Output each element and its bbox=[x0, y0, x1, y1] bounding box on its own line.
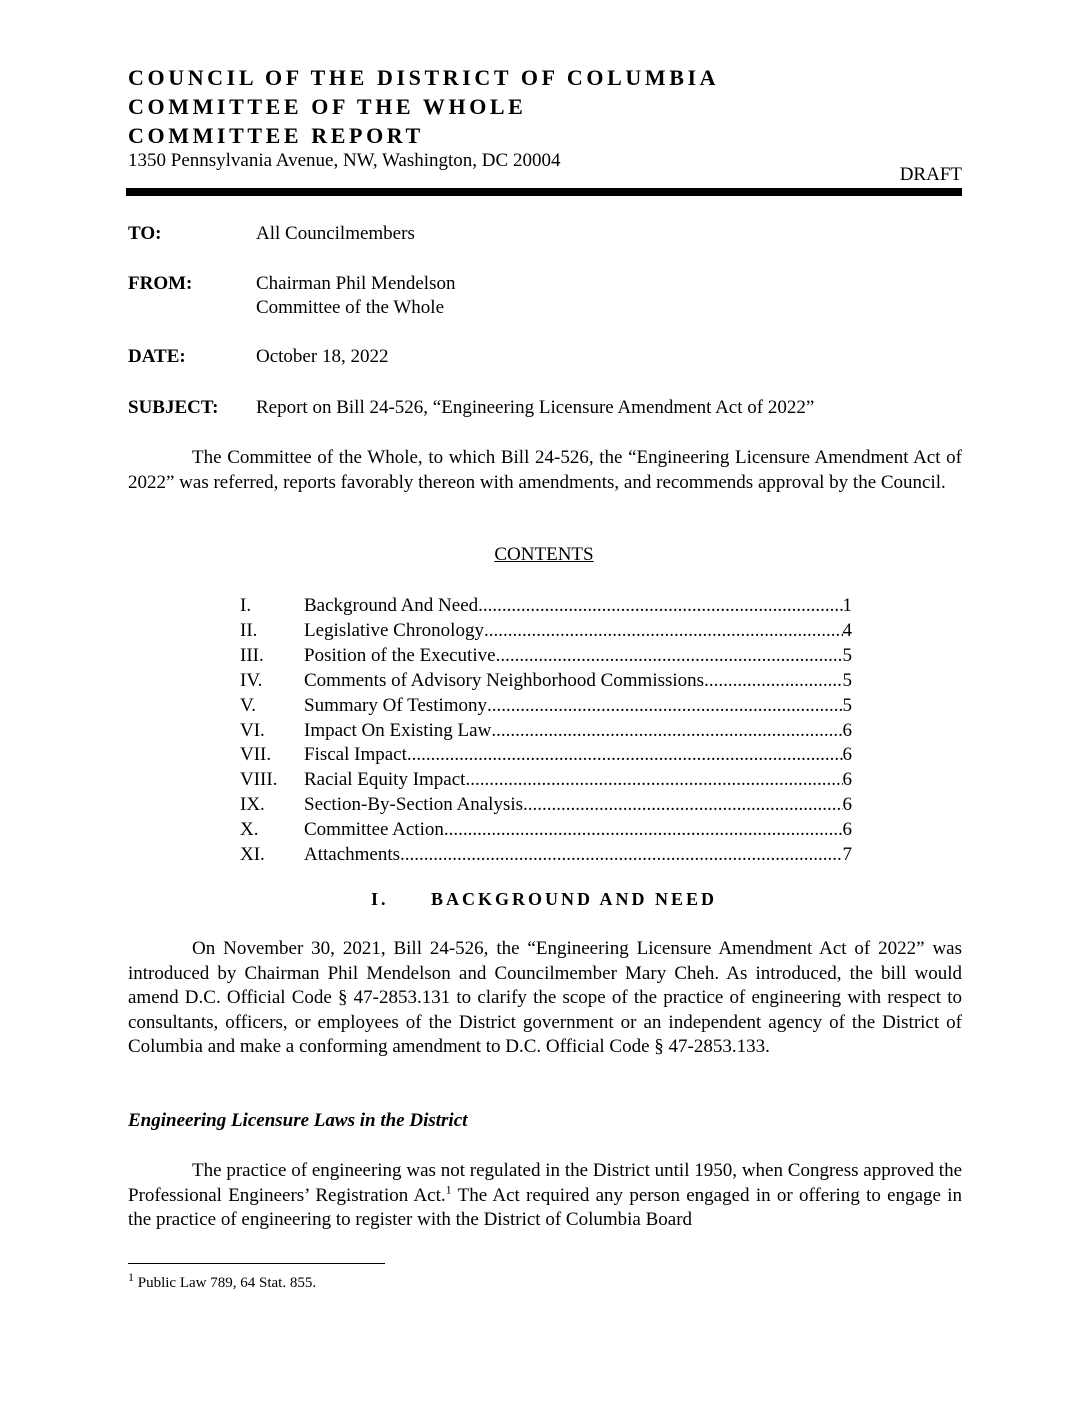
toc-entry-page: 1 bbox=[842, 595, 852, 616]
footnote-marker: 1 bbox=[128, 1270, 134, 1284]
toc-entry-title: Comments of Advisory Neighborhood Commissions bbox=[304, 669, 705, 691]
toc-entry[interactable] bbox=[240, 594, 852, 619]
toc-entry-page: 6 bbox=[842, 744, 852, 766]
toc-entry-number: VIII. bbox=[240, 769, 278, 791]
toc-entry-page: 6 bbox=[842, 769, 852, 791]
section-title: BACKGROUND AND NEED bbox=[430, 889, 718, 909]
toc-entry-number: XI. bbox=[240, 844, 265, 866]
toc-leader-dots bbox=[407, 743, 843, 768]
toc-leader-dots bbox=[444, 818, 843, 843]
toc-entry-title: Background And Need bbox=[304, 595, 479, 616]
council-address: 1350 Pennsylvania Avenue, NW, Washington, DC 20004 bbox=[128, 150, 561, 171]
date-label: DATE: bbox=[128, 346, 186, 367]
toc-entry-number: II. bbox=[240, 619, 258, 641]
from-value-name: Chairman Phil Mendelson bbox=[256, 273, 456, 294]
subsection-heading: Engineering Licensure Laws in the District bbox=[128, 1110, 468, 1131]
contents-title: CONTENTS bbox=[494, 544, 594, 565]
intro-paragraph: The Committee of the Whole, to which Bill 24-526, the “Engineering Licensure Amendment Act of 2022” was referred, reports favorably thereon with amendments, and recommends approval by the Council. bbox=[128, 447, 962, 493]
toc-entry[interactable] bbox=[240, 843, 852, 868]
footnote-reference[interactable]: 1 bbox=[445, 1182, 452, 1197]
section-number: I. bbox=[370, 889, 389, 909]
toc-entry[interactable] bbox=[240, 694, 852, 719]
toc-entry-number: VI. bbox=[240, 719, 265, 741]
toc-leader-dots bbox=[491, 719, 842, 744]
toc-entry[interactable] bbox=[240, 719, 852, 744]
report-heading: COMMITTEE REPORT bbox=[128, 123, 424, 148]
toc-leader-dots bbox=[478, 594, 842, 619]
toc-entry[interactable] bbox=[240, 768, 852, 793]
toc-entry[interactable] bbox=[240, 669, 852, 694]
history-paragraph bbox=[128, 1159, 962, 1233]
toc-entry-number: III. bbox=[240, 644, 264, 666]
toc-entry-page: 6 bbox=[842, 794, 852, 816]
toc-entry-number: IX. bbox=[240, 794, 265, 816]
from-value-committee: Committee of the Whole bbox=[256, 297, 445, 318]
toc-entry-title: Section-By-Section Analysis bbox=[304, 794, 524, 816]
toc-leader-dots bbox=[465, 768, 842, 793]
toc-entry-number: V. bbox=[240, 694, 257, 716]
toc-entry-title: Attachments bbox=[304, 844, 401, 866]
toc-entry-page: 5 bbox=[842, 669, 852, 691]
history-text-b: The Act required any person engaged in or offering to engage in the practice of engineering to register with the District of Columbia Board bbox=[128, 1184, 962, 1230]
to-label: TO: bbox=[128, 223, 162, 244]
toc-entry-page: 7 bbox=[842, 844, 852, 866]
toc-leader-dots bbox=[487, 694, 842, 719]
history-text-a: The practice of engineering was not regulated in the District until 1950, when Congress approved the Professional Engineers’ Registration Act. bbox=[128, 1160, 962, 1206]
toc-entry-title: Impact On Existing Law bbox=[304, 719, 492, 741]
toc-entry[interactable] bbox=[240, 818, 852, 843]
section-heading bbox=[0, 889, 1088, 910]
committee-heading: COMMITTEE OF THE WHOLE bbox=[128, 94, 527, 119]
background-paragraph: On November 30, 2021, Bill 24-526, the “Engineering Licensure Amendment Act of 2022” was introduced by Chairman Phil Mendelson and Councilmember Mary Cheh. As introduced, the bill would amend D.C. Official Code § 47-2853.131 to clarify the scope of the practice of engineering with respect to consultants, officers, or employees of the District government or an independent agency of the District of Columbia and make a conforming amendment to D.C. Official Code § 47-2853.133. bbox=[128, 938, 962, 1057]
footnote-rule bbox=[128, 1263, 385, 1264]
date-value: October 18, 2022 bbox=[256, 346, 389, 367]
toc-entry-number: I. bbox=[240, 595, 252, 616]
toc-entry-title: Position of the Executive bbox=[304, 644, 496, 666]
toc-entry-page: 6 bbox=[842, 819, 852, 841]
table-of-contents bbox=[240, 594, 852, 868]
toc-entry-page: 5 bbox=[842, 694, 852, 716]
toc-entry[interactable] bbox=[240, 743, 852, 768]
toc-entry-page: 6 bbox=[842, 719, 852, 741]
toc-leader-dots bbox=[484, 619, 843, 644]
toc-leader-dots bbox=[704, 669, 842, 694]
toc-entry-number: VII. bbox=[240, 744, 272, 766]
toc-entry-title: Legislative Chronology bbox=[304, 619, 484, 641]
toc-entry-page: 4 bbox=[842, 619, 852, 641]
toc-entry[interactable] bbox=[240, 644, 852, 669]
draft-label: DRAFT bbox=[899, 164, 962, 185]
toc-entry[interactable] bbox=[240, 793, 852, 818]
subject-value: Report on Bill 24-526, “Engineering Licensure Amendment Act of 2022” bbox=[256, 397, 815, 418]
toc-entry-title: Fiscal Impact bbox=[304, 744, 407, 766]
footnote-text: Public Law 789, 64 Stat. 855. bbox=[134, 1275, 317, 1291]
toc-entry[interactable] bbox=[240, 619, 852, 644]
toc-entry-title: Committee Action bbox=[304, 819, 444, 841]
toc-entry-title: Racial Equity Impact bbox=[304, 769, 466, 791]
toc-entry-page: 5 bbox=[842, 644, 852, 666]
council-heading: COUNCIL OF THE DISTRICT OF COLUMBIA bbox=[128, 65, 720, 90]
header-rule bbox=[126, 188, 962, 196]
toc-leader-dots bbox=[523, 793, 842, 818]
toc-entry-title: Summary Of Testimony bbox=[304, 694, 488, 716]
footnote bbox=[128, 1270, 317, 1292]
subject-label: SUBJECT: bbox=[128, 397, 219, 418]
toc-leader-dots bbox=[496, 644, 843, 669]
toc-entry-number: IV. bbox=[240, 669, 263, 691]
from-label: FROM: bbox=[128, 273, 193, 294]
to-value: All Councilmembers bbox=[256, 223, 415, 244]
toc-entry-number: X. bbox=[240, 819, 259, 841]
toc-leader-dots bbox=[400, 843, 842, 868]
